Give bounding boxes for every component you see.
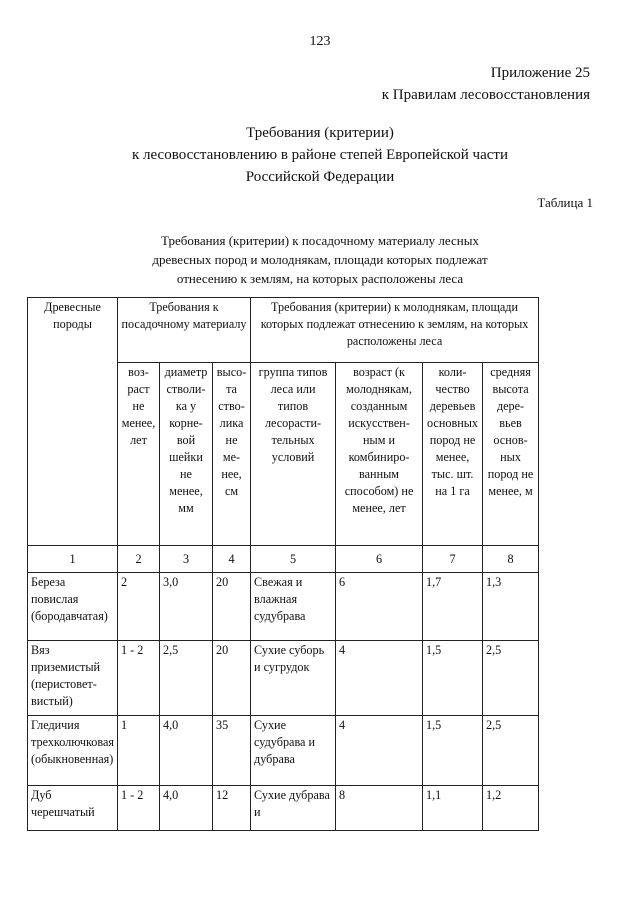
species-cell: Гледичия трехколючковая (обыкновенная) bbox=[28, 716, 118, 786]
height-cell: 12 bbox=[213, 786, 251, 831]
column-number: 1 bbox=[28, 546, 118, 573]
height-cell: 20 bbox=[213, 573, 251, 641]
forest-type-cell: Свежая и влажная судубрава bbox=[251, 573, 336, 641]
caption-line-1: Требования (критерии) к посадочному материалу лесных bbox=[161, 233, 479, 248]
table-row bbox=[28, 786, 539, 831]
young-age-cell: 6 bbox=[336, 573, 423, 641]
caption-line-3: отнесению к землям, на которых расположены леса bbox=[176, 271, 464, 286]
subheader-forest-type: группа типов леса или типов лесорасти-тельных условий bbox=[251, 363, 336, 546]
species-cell: Вяз приземистый (перистовет-вистый) bbox=[28, 641, 118, 716]
appendix-line-1: Приложение 25 bbox=[490, 65, 590, 81]
title-line-2: к лесовосстановлению в районе степей Европейской части bbox=[132, 147, 508, 163]
subheader-diameter: диаметр стволи-ка у корне-вой шейки не менее, мм bbox=[160, 363, 213, 546]
age-cell: 1 - 2 bbox=[118, 786, 160, 831]
subheader-avg-height: средняя высота дере-вьев основ-ных пород не менее, м bbox=[483, 363, 539, 546]
column-number: 2 bbox=[118, 546, 160, 573]
subheader-tree-count: коли-чество деревьев основных пород не менее, тыс. шт. на 1 га bbox=[423, 363, 483, 546]
species-cell: Дуб черешчатый bbox=[28, 786, 118, 831]
column-number: 4 bbox=[213, 546, 251, 573]
avg-height-cell: 1,3 bbox=[483, 573, 539, 641]
column-number: 5 bbox=[251, 546, 336, 573]
page-number: 123 bbox=[309, 34, 331, 49]
subheader-young-age: возраст (к молоднякам, созданным искусствен-ным и комбиниро-ванным способом) не менее, лет bbox=[336, 363, 423, 546]
header-species: Древесные породы bbox=[28, 298, 118, 546]
tree-count-cell: 1,5 bbox=[423, 716, 483, 786]
caption-line-2: древесных пород и молоднякам, площади которых подлежат bbox=[152, 252, 488, 267]
forest-type-cell: Сухие дубрава и bbox=[251, 786, 336, 831]
subheader-height: высо-та ство-лика не ме-нее, см bbox=[213, 363, 251, 546]
height-cell: 35 bbox=[213, 716, 251, 786]
young-age-cell: 4 bbox=[336, 641, 423, 716]
avg-height-cell: 1,2 bbox=[483, 786, 539, 831]
height-cell: 20 bbox=[213, 641, 251, 716]
header-young-stands: Требования (критерии) к молоднякам, площади которых подлежат отнесению к землям, на которых расположены леса bbox=[251, 298, 539, 363]
column-number: 6 bbox=[336, 546, 423, 573]
avg-height-cell: 2,5 bbox=[483, 641, 539, 716]
diameter-cell: 2,5 bbox=[160, 641, 213, 716]
title-line-3: Российской Федерации bbox=[245, 169, 395, 185]
age-cell: 1 - 2 bbox=[118, 641, 160, 716]
age-cell: 2 bbox=[118, 573, 160, 641]
column-number: 8 bbox=[483, 546, 539, 573]
tree-count-cell: 1,7 bbox=[423, 573, 483, 641]
table-row bbox=[28, 641, 539, 716]
diameter-cell: 3,0 bbox=[160, 573, 213, 641]
table-caption bbox=[0, 231, 640, 288]
table-row bbox=[28, 716, 539, 786]
avg-height-cell: 2,5 bbox=[483, 716, 539, 786]
forest-type-cell: Сухие суборь и сугрудок bbox=[251, 641, 336, 716]
species-cell: Береза повислая (бородавчатая) bbox=[28, 573, 118, 641]
table-row bbox=[28, 573, 539, 641]
tree-count-cell: 1,5 bbox=[423, 641, 483, 716]
header-planting-material: Требования к посадочному материалу bbox=[118, 298, 251, 363]
column-numbers-row bbox=[28, 546, 539, 573]
subheader-age: воз-раст не менее, лет bbox=[118, 363, 160, 546]
appendix-line-2: к Правилам лесовосстановления bbox=[381, 87, 590, 103]
young-age-cell: 4 bbox=[336, 716, 423, 786]
tree-count-cell: 1,1 bbox=[423, 786, 483, 831]
appendix-reference bbox=[382, 62, 590, 106]
table-label: Таблица 1 bbox=[537, 195, 593, 210]
age-cell: 1 bbox=[118, 716, 160, 786]
requirements-table bbox=[27, 297, 539, 831]
young-age-cell: 8 bbox=[336, 786, 423, 831]
document-title bbox=[0, 122, 640, 188]
diameter-cell: 4,0 bbox=[160, 716, 213, 786]
title-line-1: Требования (критерии) bbox=[246, 125, 394, 141]
column-number: 7 bbox=[423, 546, 483, 573]
diameter-cell: 4,0 bbox=[160, 786, 213, 831]
column-number: 3 bbox=[160, 546, 213, 573]
forest-type-cell: Сухие судубрава и дубрава bbox=[251, 716, 336, 786]
